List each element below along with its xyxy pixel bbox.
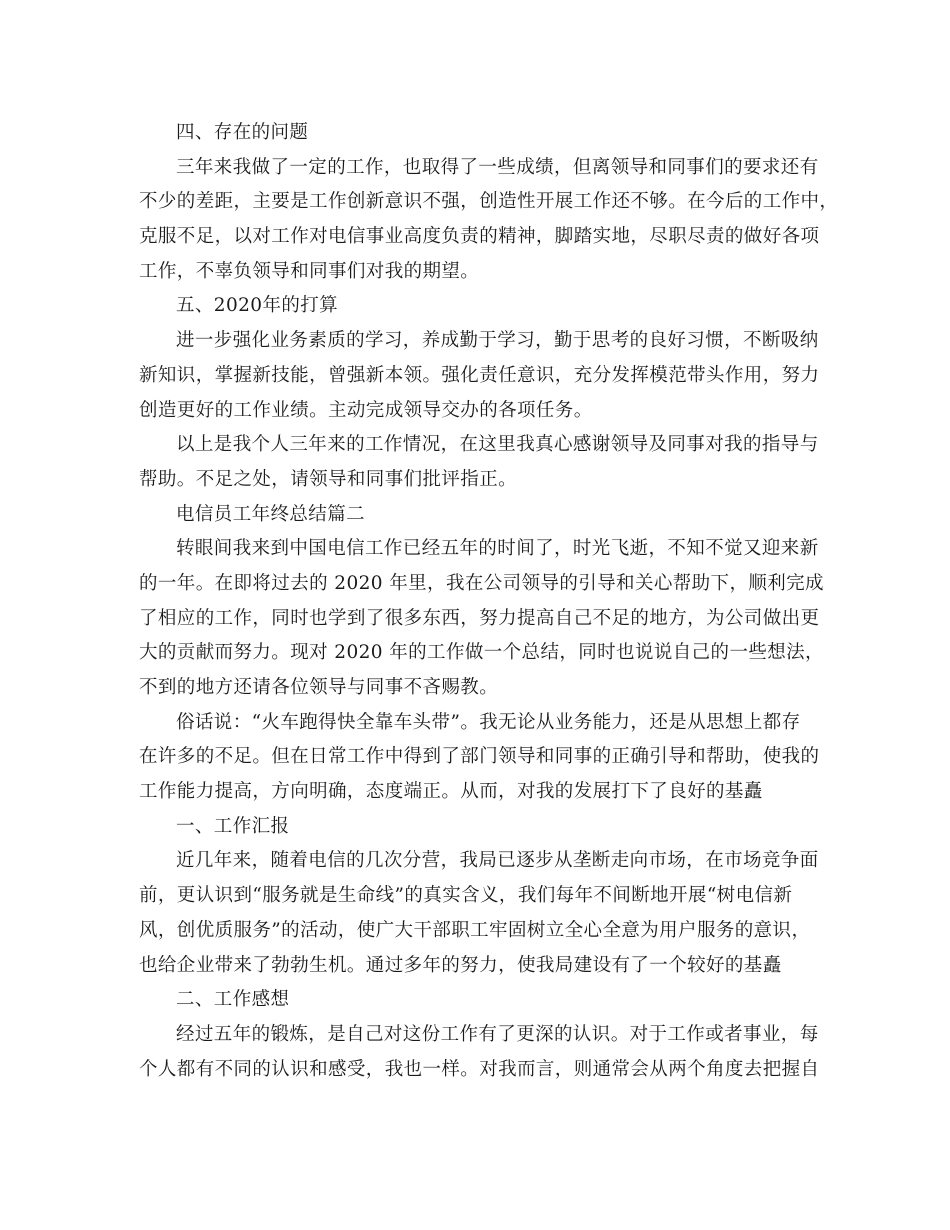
text-line: 的一年。在即将过去的 2020 年里，我在公司领导的引导和关心帮助下，顺利完成 — [139, 572, 824, 594]
text-line: 前，更认识到“服务就是生命线”的真实含义，我们每年不间断地开展“树电信新 — [139, 885, 793, 907]
text-line: 克服不足，以对工作对电信事业高度负责的精神，脚踏实地，尽职尽责的做好各项 — [139, 226, 820, 248]
text-line: 三年来我做了一定的工作，也取得了一些成绩，但离领导和同事们的要求还有 — [176, 156, 819, 178]
text-line: 俗话说：“火车跑得快全靠车头带”。我无论从业务能力，还是从思想上都存 — [176, 711, 801, 733]
text-line: 大的贡献而努力。现对 2020 年的工作做一个总结，同时也说说自己的一些想法， — [139, 642, 824, 664]
text-line: 电信员工年终总结篇二 — [176, 503, 366, 525]
text-line: 个人都有不同的认识和感受，我也一样。对我而言，则通常会从两个角度去把握自 — [139, 1058, 820, 1080]
text-line: 工作能力提高，方向明确，态度端正。从而，对我的发展打下了良好的基矗 — [139, 781, 763, 803]
text-line: 进一步强化业务素质的学习，养成勤于学习，勤于思考的良好习惯，不断吸纳 — [176, 330, 819, 352]
text-line: 经过五年的锻炼，是自己对这份工作有了更深的认识。对于工作或者事业，每 — [176, 1023, 819, 1045]
text-line: 不少的差距，主要是工作创新意识不强，创造性开展工作还不够。在今后的工作中， — [139, 191, 839, 213]
text-line: 一、工作汇报 — [176, 815, 290, 837]
text-line: 在许多的不足。但在日常工作中得到了部门领导和同事的正确引导和帮助，使我的 — [139, 746, 820, 768]
text-line: 近几年来，随着电信的几次分营，我局已逐步从垄断走向市场，在市场竞争面 — [176, 850, 819, 872]
text-line: 帮助。不足之处，请领导和同事们批评指正。 — [139, 468, 518, 490]
text-line: 二、工作感想 — [176, 989, 290, 1011]
text-line: 风，创优质服务”的活动，使广大干部职工牢固树立全心全意为用户服务的意识， — [139, 919, 811, 941]
text-line: 四、存在的问题 — [176, 122, 309, 143]
text-line: 新知识，掌握新技能，曾强新本领。强化责任意识，充分发挥模范带头作用，努力 — [139, 364, 820, 386]
text-line: 也给企业带来了勃勃生机。通过多年的努力，使我局建设有了一个较好的基矗 — [139, 954, 782, 976]
text-line: 五、2020年的打算 — [176, 295, 339, 317]
text-line: 创造更好的工作业绩。主动完成领导交办的各项任务。 — [139, 399, 593, 421]
text-line: 工作，不辜负领导和同事们对我的期望。 — [139, 260, 480, 282]
text-line: 转眼间我来到中国电信工作已经五年的时间了，时光飞逝，不知不觉又迎来新 — [176, 538, 819, 560]
text-line: 以上是我个人三年来的工作情况，在这里我真心感谢领导及同事对我的指导与 — [176, 434, 819, 456]
text-line: 不到的地方还请各位领导与同事不吝赐教。 — [139, 677, 499, 698]
document-body — [139, 116, 839, 1087]
text-line: 了相应的工作，同时也学到了很多东西，努力提高自己不足的地方，为公司做出更 — [139, 607, 820, 629]
